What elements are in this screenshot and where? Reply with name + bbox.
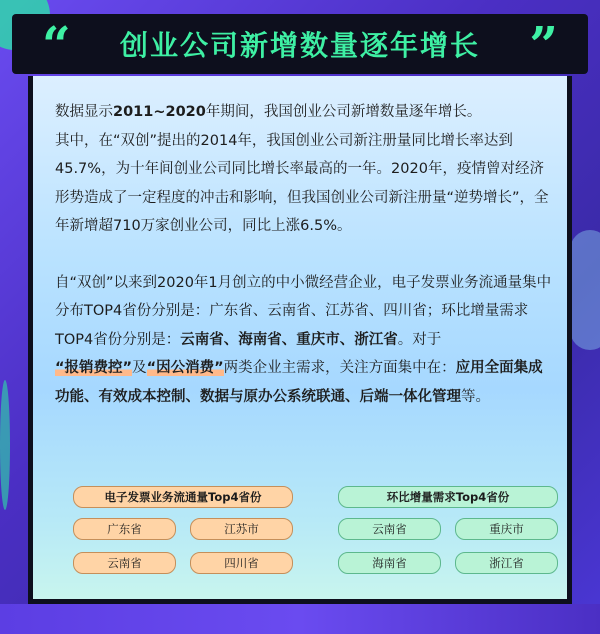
text-span: 及 [132, 360, 147, 376]
open-quote-icon: “ [42, 15, 71, 74]
footer-band [0, 604, 600, 634]
chip-grid [338, 518, 558, 574]
text-span: 两类企业主需求，关注方面集中在： [223, 360, 456, 376]
text-span: 自“双创”以来到2020年1月创立的中小微经营企业，电子发票业务流通量集中分布TOP4省份分别是：广东省、云南省、江苏省、四川省；环比增量需求TOP4省份分别是： [55, 274, 552, 348]
decor-shape [570, 230, 600, 350]
group-title: 电子发票业务流通量Top4省份 [73, 486, 293, 508]
title-banner [12, 14, 588, 74]
text-span: 数据显示 [55, 104, 113, 120]
province-chip: 浙江省 [455, 552, 558, 574]
close-quote-icon: ” [529, 15, 558, 74]
province-chip: 江苏市 [190, 518, 293, 540]
focus-list-bold: 应用全面集成功能、有效成本控制、数据与原办公系统联通、后端一体化管理 [55, 360, 543, 405]
province-chip: 广东省 [73, 518, 176, 540]
text-span: 其中，在“双创”提出的2014年，我国创业公司新注册量同比增长率达到45.7%，为十年间创业公司同比增长率最高的一年。2020年，疫情曾对经济形势造成了一定程度的冲击和影响，但我国创业公司新注册量“逆势增长”，全年新增超710万家创业公司，同比上涨6.5%。 [55, 132, 549, 234]
year-range: 2011~2020 [113, 104, 206, 120]
group-title: 环比增量需求Top4省份 [338, 486, 558, 508]
growth-demand-group [338, 486, 558, 574]
text-span: 年期间，我国创业公司新增数量逐年增长。 [205, 104, 482, 120]
text-span: 。对于 [397, 331, 442, 348]
province-list-bold: 云南省、海南省、重庆市、浙江省 [180, 331, 398, 348]
highlight-business-spending: “因公消费” [146, 360, 224, 376]
decor-stripe [0, 380, 10, 510]
province-chip: 云南省 [338, 518, 441, 540]
invoice-volume-group [73, 486, 293, 574]
paragraph-2 [55, 269, 555, 412]
province-chip: 云南省 [73, 552, 176, 574]
page-title: 创业公司新增数量逐年增长 [119, 29, 480, 62]
highlight-reimbursement: “报销费控” [55, 360, 133, 376]
province-chip: 四川省 [190, 552, 293, 574]
chip-grid [73, 518, 293, 574]
province-chip: 海南省 [338, 552, 441, 574]
article-body [55, 98, 555, 411]
province-chip: 重庆市 [455, 518, 558, 540]
content-panel [28, 76, 572, 604]
paragraph-1 [55, 98, 555, 241]
text-span: 等。 [461, 388, 490, 405]
